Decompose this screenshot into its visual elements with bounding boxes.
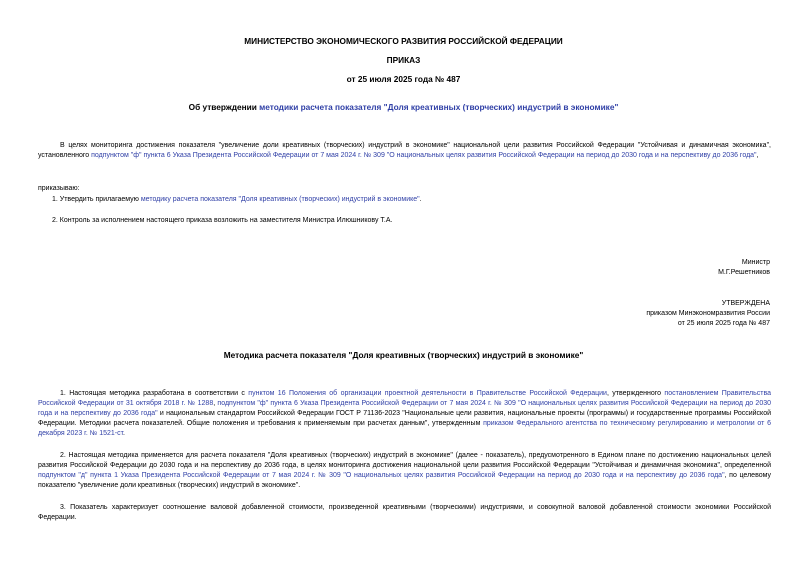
order-item-1-prefix: 1. Утвердить прилагаемую bbox=[52, 196, 141, 203]
order-title bbox=[0, 102, 807, 114]
order-date-number: от 25 июля 2025 года № 487 bbox=[346, 74, 461, 84]
m1-text-3: , bbox=[213, 399, 218, 407]
methodology-paragraph-1 bbox=[38, 389, 771, 439]
order-item-1 bbox=[52, 195, 422, 205]
m1-link-regulation[interactable]: пунктом 16 Положения об организации проектной деятельности в Правительстве Российской Федерации bbox=[248, 390, 607, 397]
order-title-link[interactable]: методики расчета показателя "Доля креативных (творческих) индустрий в экономике" bbox=[259, 102, 619, 112]
approval-stamp-date: от 25 июля 2025 года № 487 bbox=[677, 320, 770, 327]
preamble-link-decree[interactable]: подпунктом "ф" пункта 6 Указа Президента Российской Федерации от 7 мая 2024 г. № 309 "О национальных целях развития Российской Федерации на период до 2030 года и на перспективу до 2036 года" bbox=[91, 151, 757, 159]
order-item-1-suffix: . bbox=[419, 196, 422, 203]
order-item-1-link[interactable]: методику расчета показателя "Доля креативных (творческих) индустрий в экономике" bbox=[140, 196, 420, 203]
approval-stamp-order: приказом Минэкономразвития России bbox=[646, 310, 770, 317]
m1-text-5: . bbox=[123, 429, 125, 437]
m1-text-4: и национальным стандартом Российской Федерации ГОСТ Р 71136-2023 "Национальные цели развития, национальные проекты (программы) и государственные программы Российской Федерации. Методики расчета показателей. Общие положения и требования к применяемым при расчетах данным", утвержденным bbox=[38, 409, 772, 427]
methodology-title: Методика расчета показателя "Доля креативных (творческих) индустрий в экономике" bbox=[223, 350, 584, 360]
methodology-paragraph-2 bbox=[38, 451, 771, 491]
preamble-text-2: , bbox=[756, 151, 759, 159]
m1-link-rosstandart-order[interactable]: приказом Федерального агентства по техническому регулированию и метрологии от 6 декабря 2023 г. № 1521-ст bbox=[38, 419, 772, 437]
order-title-prefix: Об утверждении bbox=[188, 102, 260, 112]
prikazyvayu-label: приказываю: bbox=[38, 185, 80, 192]
preamble-text-1: В целях мониторинга достижения показателя "увеличение доли креативных (творческих) индустрий в экономике" национальной цели развития Российской Федерации "Устойчивая и динамичная экономика", установленного bbox=[38, 142, 771, 159]
m1-text-1: 1. Настоящая методика разработана в соответствии с bbox=[60, 390, 249, 397]
m2-link-decree[interactable]: подпунктом "д" пункта 1 Указа Президента Российской Федерации от 7 мая 2024 г. № 309 "О национальных целях развития Российской Федерации на период до 2030 года и на перспективу до 2036 года" bbox=[38, 471, 725, 479]
m2-text-1: 2. Настоящая методика применяется для расчета показателя "Доля креативных (творческих) индустрий в экономике" (далее - показатель), предусмотренного в Едином плане по достижению национальных целей развития Российской Федерации до 2030 года и на перспективу до 2036 года, в целях мониторинга достижения национальной цели развития Российской Федерации "Устойчивая и динамичная экономика", определенной bbox=[38, 452, 771, 469]
doc-type-heading: ПРИКАЗ bbox=[386, 55, 421, 65]
approval-stamp-title: УТВЕРЖДЕНА bbox=[721, 300, 770, 307]
signature-name: М.Г.Решетников bbox=[718, 269, 770, 276]
order-item-2: 2. Контроль за исполнением настоящего приказа возложить на заместителя Министра Илюшникову Т.А. bbox=[52, 217, 393, 224]
methodology-paragraph-3: 3. Показатель характеризует соотношение валовой добавленной стоимости, произведенной креативными (творческими) индустриями, и совокупной валовой добавленной стоимости экономики Российской Федерации. bbox=[38, 504, 771, 521]
m1-link-resolution[interactable]: постановлением Правительства Российской Федерации от 31 октября 2018 г. № 1288 bbox=[38, 390, 772, 407]
preamble-paragraph bbox=[38, 141, 771, 161]
ministry-heading: МИНИСТЕРСТВО ЭКОНОМИЧЕСКОГО РАЗВИТИЯ РОССИЙСКОЙ ФЕДЕРАЦИИ bbox=[244, 36, 563, 46]
signature-role: Министр bbox=[741, 259, 770, 266]
m1-link-decree[interactable]: подпунктом "ф" пункта 6 Указа Президента Российской Федерации от 7 мая 2024 г. № 309 "О национальных целях развития Российской Федерации на период до 2030 года и на перспективу до 2036 года" bbox=[38, 399, 771, 417]
m2-text-2: , по целевому показателю "увеличение доли креативных (творческих) индустрий в экономике". bbox=[38, 471, 771, 489]
m1-text-2: , утвержденного bbox=[606, 390, 665, 397]
